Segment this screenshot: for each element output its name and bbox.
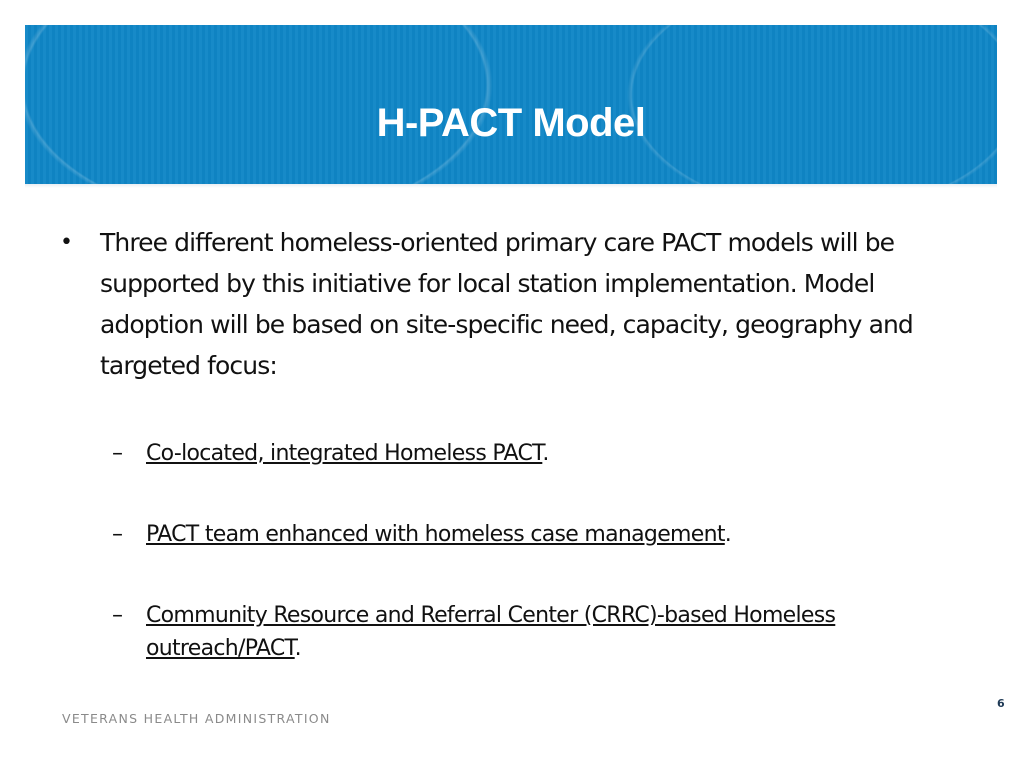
sub-bullet-text <box>146 599 980 665</box>
bullet-text: Three different homeless-oriented primary care PACT models will be supported by this initiative for local station implementation. Model adoption will be based on site-specific need, capacity, geography and targeted focus: <box>100 228 913 380</box>
dash-icon: – <box>112 441 123 466</box>
page-number: 6 <box>997 697 1005 710</box>
footer-organization: VETERANS HEALTH ADMINISTRATION <box>62 711 331 726</box>
sub-bullet-suffix: . <box>542 441 549 466</box>
slide-body <box>60 222 980 665</box>
sub-bullet-link-co-located[interactable]: Co-located, integrated Homeless PACT <box>146 441 543 466</box>
dash-icon: – <box>112 522 123 547</box>
sub-bullet-text <box>146 518 980 551</box>
dash-icon: – <box>112 603 123 628</box>
sub-bullet-item <box>112 518 980 551</box>
bullet-dot-icon: • <box>60 230 73 255</box>
sub-bullet-item <box>112 437 980 470</box>
slide-title: H-PACT Model <box>376 101 646 145</box>
sub-bullet-link-case-management[interactable]: PACT team enhanced with homeless case management <box>146 522 725 547</box>
bullet-item <box>60 222 980 386</box>
sub-bullet-item <box>112 599 980 665</box>
banner-shadow <box>25 184 997 188</box>
sub-bullet-suffix: . <box>294 636 301 661</box>
sub-bullet-link-crrc[interactable]: Community Resource and Referral Center (CRRC)-based Homeless outreach/PACT <box>146 603 836 661</box>
sub-bullet-text <box>146 437 980 470</box>
sub-bullet-suffix: . <box>724 522 732 547</box>
title-banner <box>25 25 997 184</box>
